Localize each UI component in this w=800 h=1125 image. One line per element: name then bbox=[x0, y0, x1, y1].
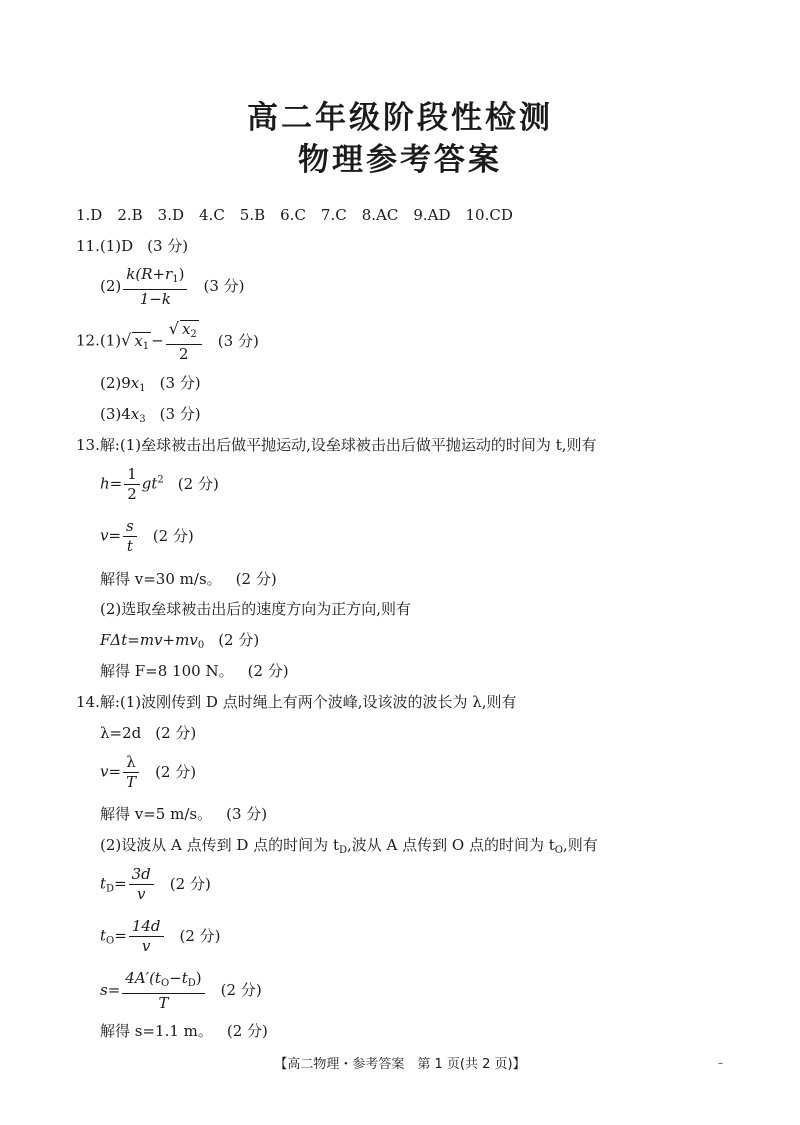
q14-solution2-score: (2 分) bbox=[226, 1022, 268, 1040]
q13-eq2-lhs: v= bbox=[100, 526, 122, 545]
q14-eq2-score: (2 分) bbox=[155, 762, 197, 781]
q12-part3 bbox=[100, 405, 201, 429]
q14-eq3-fraction bbox=[129, 866, 154, 903]
q13-eq3 bbox=[100, 631, 259, 655]
q14-solution1 bbox=[100, 805, 267, 823]
q11-num-close: ) bbox=[178, 265, 185, 283]
q13-solution1-text: 解得 v=30 m/s。 bbox=[100, 570, 222, 588]
q12-part3-var: x bbox=[130, 405, 140, 423]
q11-part2-score: (3 分) bbox=[203, 277, 245, 295]
q14-eq2 bbox=[100, 754, 196, 791]
q14-eq4-score: (2 分) bbox=[179, 926, 221, 945]
q14-eq4-lhs: t bbox=[100, 926, 107, 945]
q14-eq2-num: λ bbox=[123, 754, 139, 773]
q14-p2-sub-d: D bbox=[338, 845, 348, 856]
q14-solution2-text: 解得 s=1.1 m。 bbox=[100, 1022, 213, 1040]
q11-den: 1−k bbox=[139, 290, 171, 308]
q12-part2-sub: 1 bbox=[139, 383, 146, 394]
q14-eq5-fraction bbox=[122, 970, 204, 1012]
q14-eq5-lhs: s= bbox=[100, 981, 121, 999]
q14-eq5 bbox=[100, 970, 262, 1012]
q14-part2-intro bbox=[100, 836, 598, 860]
sqrt-symbol: √ bbox=[121, 330, 132, 350]
corner-mark: – bbox=[718, 1058, 723, 1069]
q14-eq5-num-a: 4A′(t bbox=[125, 969, 161, 987]
q13-eq1 bbox=[100, 466, 219, 503]
q12-part2-score: (3 分) bbox=[159, 374, 201, 392]
q12-minus: − bbox=[151, 331, 164, 350]
q14-eq3-eq: = bbox=[114, 874, 127, 893]
q11-part1-answer: 11.(1)D bbox=[76, 237, 134, 255]
q11-num-k: k bbox=[126, 265, 136, 283]
page-subtitle: 物理参考答案 bbox=[298, 142, 502, 178]
q14-p2-intro-c: ,则有 bbox=[563, 836, 598, 854]
q13-eq2-score: (2 分) bbox=[152, 526, 194, 545]
q14-eq4 bbox=[100, 918, 221, 955]
q14-eq1-score: (2 分) bbox=[155, 724, 197, 742]
q14-eq4-eq: = bbox=[114, 926, 127, 945]
q13-eq3-sub: 0 bbox=[197, 640, 205, 651]
q14-eq4-num: 14d bbox=[129, 918, 164, 937]
q11-part2 bbox=[100, 266, 245, 308]
q13-solution1 bbox=[100, 570, 277, 588]
q11-num-sub: 1 bbox=[172, 274, 179, 285]
q13-eq3-text: FΔt=mv+mv bbox=[100, 631, 198, 649]
q14-eq2-fraction bbox=[123, 754, 139, 791]
q13-eq2 bbox=[100, 518, 194, 555]
q12-sqrt2-sub: 2 bbox=[190, 329, 197, 340]
q14-eq4-fraction bbox=[129, 918, 164, 955]
q14-eq2-lhs: v= bbox=[100, 762, 122, 781]
q12-sqrt1-var: x bbox=[134, 331, 143, 350]
q13-solution2-score: (2 分) bbox=[247, 662, 289, 680]
q12-part1-label: 12.(1) bbox=[76, 331, 122, 350]
q13-eq2-fraction bbox=[123, 518, 137, 555]
q12-part3-score: (3 分) bbox=[159, 405, 201, 423]
page-title: 高二年级阶段性检测 bbox=[247, 100, 553, 136]
q14-eq4-sub: O bbox=[106, 935, 115, 947]
q12-part2 bbox=[100, 374, 201, 398]
q12-part3-label: (3)4 bbox=[100, 405, 131, 423]
q14-eq5-num-mid: −t bbox=[169, 969, 188, 987]
sqrt-symbol: √ bbox=[168, 319, 179, 338]
q14-solution1-text: 解得 v=5 m/s。 bbox=[100, 805, 213, 823]
q14-eq3-score: (2 分) bbox=[169, 874, 211, 893]
q14-eq3 bbox=[100, 866, 211, 903]
q14-intro: 14.解:(1)波刚传到 D 点时绳上有两个波峰,设该波的波长为 λ,则有 bbox=[76, 693, 517, 711]
q14-eq5-num-sub1: O bbox=[160, 978, 170, 989]
q13-eq3-score: (2 分) bbox=[218, 631, 260, 649]
q13-eq2-num: s bbox=[123, 518, 137, 537]
q13-part2-intro: (2)选取垒球被击出后的速度方向为正方向,则有 bbox=[100, 600, 412, 618]
q12-part1-fraction bbox=[166, 320, 202, 363]
q14-eq5-num-close: ) bbox=[195, 969, 202, 987]
q14-eq3-sub: D bbox=[106, 883, 115, 895]
q13-intro: 13.解:(1)垒球被击出后做平抛运动,设垒球被击出后做平抛运动的时间为 t,则有 bbox=[76, 436, 597, 454]
q12-part1 bbox=[76, 320, 259, 363]
q13-eq1-lhs: h= bbox=[100, 474, 123, 493]
q13-eq2-den: t bbox=[126, 537, 133, 555]
q14-eq1 bbox=[100, 724, 196, 742]
multiple-choice-answers: 1.D 2.B 3.D 4.C 5.B 6.C 7.C 8.AC 9.AD 10.CD bbox=[76, 206, 513, 224]
q12-den: 2 bbox=[178, 345, 189, 363]
q12-part1-score: (3 分) bbox=[217, 331, 259, 350]
q14-eq3-den: v bbox=[136, 885, 146, 903]
q12-part3-sub: 3 bbox=[139, 414, 146, 425]
q14-eq5-den: T bbox=[158, 994, 169, 1012]
q14-eq3-num: 3d bbox=[129, 866, 154, 885]
q14-p2-intro-a: (2)设波从 A 点传到 D 点的时间为 t bbox=[100, 836, 339, 854]
q13-eq1-fraction bbox=[124, 466, 140, 503]
q11-part2-label: (2) bbox=[100, 277, 122, 295]
q14-eq4-den: v bbox=[141, 937, 151, 955]
q14-eq1-text: λ=2d bbox=[100, 724, 142, 742]
q14-p2-intro-b: ,波从 A 点传到 O 点的时间为 t bbox=[347, 836, 555, 854]
q13-solution2-text: 解得 F=8 100 N。 bbox=[100, 662, 234, 680]
q13-eq1-num: 1 bbox=[124, 466, 140, 485]
q13-eq1-sup: 2 bbox=[157, 474, 164, 486]
q12-part2-var: x bbox=[130, 374, 140, 392]
q12-sqrt2-var: x bbox=[181, 320, 191, 338]
q13-solution2 bbox=[100, 662, 289, 680]
q14-p2-sub-o: O bbox=[554, 845, 563, 856]
q14-eq5-num-sub2: D bbox=[187, 978, 196, 989]
q14-eq5-score: (2 分) bbox=[220, 981, 262, 999]
q14-solution1-score: (3 分) bbox=[226, 805, 268, 823]
q11-part2-fraction bbox=[123, 266, 187, 308]
q12-part2-label: (2)9 bbox=[100, 374, 131, 392]
q14-eq2-den: T bbox=[126, 773, 137, 791]
q13-eq1-score: (2 分) bbox=[177, 474, 219, 493]
q13-eq1-rest: gt bbox=[141, 474, 158, 493]
q13-solution1-score: (2 分) bbox=[235, 570, 277, 588]
q11-num-rest: (R+r bbox=[135, 265, 173, 283]
q14-eq3-lhs: t bbox=[100, 874, 107, 893]
q12-sqrt1-sub: 1 bbox=[142, 340, 150, 352]
q14-solution2 bbox=[100, 1022, 268, 1040]
q13-eq1-den: 2 bbox=[127, 485, 137, 503]
page-footer: 【高二物理・参考答案 第 1 页(共 2 页)】 bbox=[274, 1057, 526, 1072]
q11-part1 bbox=[76, 237, 188, 255]
q11-part1-score: (3 分) bbox=[147, 237, 189, 255]
